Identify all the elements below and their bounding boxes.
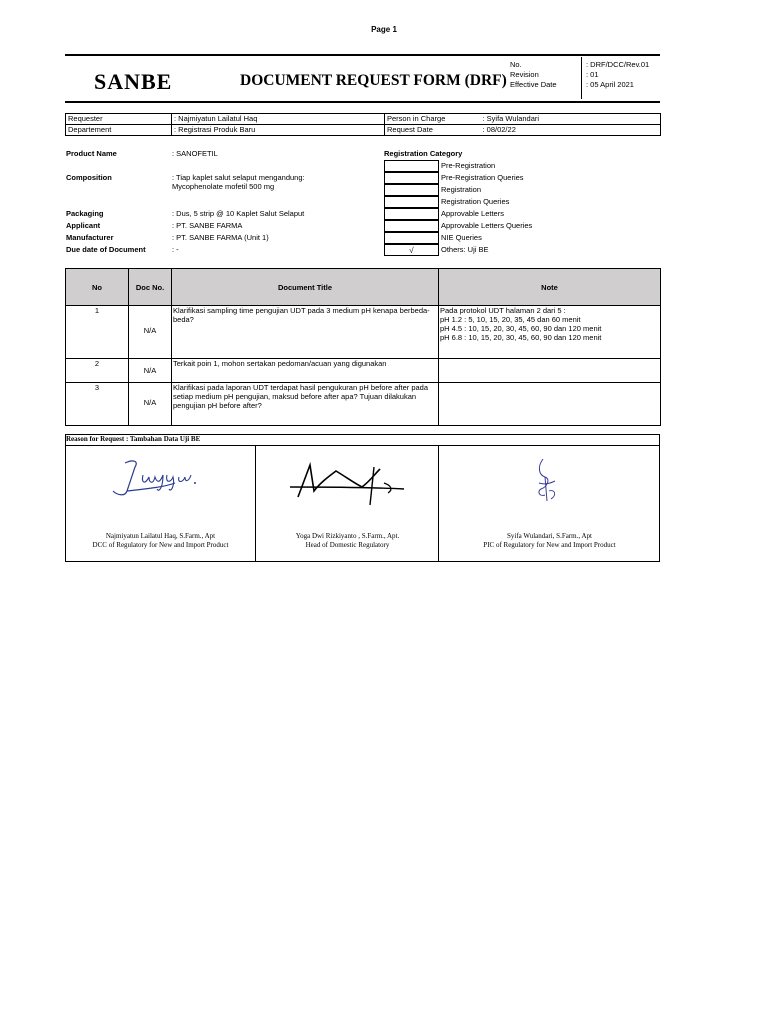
table-row	[66, 383, 661, 426]
signature-image-pic	[525, 455, 565, 507]
signature-cell-requester	[65, 445, 256, 561]
row-note	[439, 306, 661, 359]
product-name-value: : SANOFETIL	[172, 149, 218, 158]
packaging-label: Packaging	[66, 209, 104, 218]
reg-label-registration-queries: Registration Queries	[441, 197, 510, 206]
requester-info-table	[65, 113, 661, 136]
reg-checkbox-pre-registration-queries[interactable]	[384, 172, 439, 184]
header-bottom-rule	[65, 101, 660, 103]
manufacturer-value: : PT. SANBE FARMA (Unit 1)	[172, 233, 269, 242]
meta-no-value: : DRF/DCC/Rev.01	[586, 60, 650, 69]
reg-checkbox-others[interactable]: √	[384, 244, 439, 256]
row-doc-no-cell	[129, 359, 172, 383]
signature-image-head	[284, 457, 414, 507]
product-name-label: Product Name	[66, 149, 117, 158]
applicant-value: : PT. SANBE FARMA	[172, 221, 243, 230]
reg-label-nie-queries: NIE Queries	[441, 233, 482, 242]
signer-name-requester: Najmiyatun Lailatul Haq, S.Farm., Apt	[105, 532, 216, 540]
table-row	[66, 359, 661, 383]
reg-checkbox-approvable-letters-queries[interactable]	[384, 220, 439, 232]
signer-role-head: Head of Domestic Regulatory	[305, 541, 390, 549]
registration-category-title: Registration Category	[384, 149, 463, 158]
row-no: 3	[66, 383, 129, 426]
row-note	[439, 383, 661, 426]
row-doc-no: N/A	[143, 398, 157, 407]
reg-checkbox-pre-registration[interactable]	[384, 160, 439, 172]
meta-effective-label: Effective Date	[510, 80, 557, 89]
meta-effective-value: : 05 April 2021	[586, 80, 634, 89]
packaging-value: : Dus, 5 strip @ 10 Kaplet Salut Selaput	[172, 209, 305, 218]
row-doc-no: N/A	[143, 326, 157, 335]
header-top-rule	[65, 54, 660, 56]
request-date-label: Request Date	[385, 125, 481, 136]
reg-label-approvable-letters: Approvable Letters	[441, 209, 504, 218]
signer-role-requester: DCC of Regulatory for New and Import Product	[92, 541, 229, 549]
requester-value: : Najmiyatun Lailatul Haq	[172, 114, 385, 125]
row-title: Terkait poin 1, mohon sertakan pedoman/acuan yang digunakan	[172, 359, 439, 383]
reg-label-approvable-letters-queries: Approvable Letters Queries	[441, 221, 533, 230]
composition-value-line2: Mycophenolate mofetil 500 mg	[172, 182, 275, 191]
row-title: Klarifikasi pada laporan UDT terdapat hasil pengukuran pH before after pada setiap medium pH pengujian, maksud before after apa? Tujuan dilakukan pengujian pH before after?	[172, 383, 439, 426]
note-line: Pada protokol UDT halaman 2 dari 5 :	[440, 306, 566, 315]
reg-checkbox-registration[interactable]	[384, 184, 439, 196]
reg-label-pre-registration: Pre-Registration	[441, 161, 496, 170]
row-no: 2	[66, 359, 129, 383]
signer-role-pic: PIC of Regulatory for New and Import Product	[483, 541, 616, 549]
pic-value: : Syifa Wulandari	[481, 114, 661, 125]
col-header-note: Note	[439, 269, 661, 306]
note-line: pH 6.8 : 10, 15, 20, 30, 45, 60, 90 dan 120 menit	[440, 333, 602, 342]
requester-label: Requester	[66, 114, 172, 125]
col-header-document-title: Document Title	[172, 269, 439, 306]
reg-checkbox-approvable-letters[interactable]	[384, 208, 439, 220]
note-line: pH 1.2 : 5, 10, 15, 20, 35, 45 dan 60 menit	[440, 315, 581, 324]
meta-revision-label: Revision	[510, 70, 539, 79]
applicant-label: Applicant	[66, 221, 101, 230]
row-doc-no-cell	[129, 306, 172, 359]
reg-label-others: Others: Uji BE	[441, 245, 489, 254]
signature-cell-head	[256, 445, 439, 561]
meta-divider	[581, 57, 582, 99]
signer-name-head: Yoga Dwi Rizkiyanto , S.Farm., Apt.	[295, 532, 400, 540]
company-logo: SANBE	[94, 69, 173, 94]
composition-value-line1: : Tiap kaplet salut selaput mengandung:	[172, 173, 305, 182]
due-date-value: : -	[172, 245, 179, 254]
meta-no-label: No.	[510, 60, 522, 69]
row-no: 1	[66, 306, 129, 359]
row-doc-no: N/A	[143, 366, 157, 375]
reason-for-request: Reason for Request : Tambahan Data Uji BE	[66, 435, 201, 443]
composition-label: Composition	[66, 173, 112, 182]
department-label: Departement	[66, 125, 172, 136]
reg-label-registration: Registration	[441, 185, 482, 194]
signer-name-pic: Syifa Wulandari, S.Farm., Apt	[507, 532, 592, 540]
request-date-value: : 08/02/22	[481, 125, 661, 136]
col-header-no: No	[66, 269, 129, 306]
reg-checkbox-registration-queries[interactable]	[384, 196, 439, 208]
signature-cell-pic	[439, 445, 660, 561]
row-note	[439, 359, 661, 383]
col-header-doc-no: Doc No.	[129, 269, 172, 306]
meta-revision-value: : 01	[586, 70, 599, 79]
row-doc-no-cell	[129, 383, 172, 426]
page-number: Page 1	[371, 25, 397, 34]
reg-checkbox-nie-queries[interactable]	[384, 232, 439, 244]
note-line: pH 4.5 : 10, 15, 20, 30, 45, 60, 90 dan 120 menit	[440, 324, 602, 333]
table-row	[66, 306, 661, 359]
reg-label-pre-registration-queries: Pre-Registration Queries	[441, 173, 524, 182]
documents-table	[65, 268, 661, 426]
department-value: : Registrasi Produk Baru	[172, 125, 385, 136]
due-date-label: Due date of Document	[66, 245, 146, 254]
form-title: DOCUMENT REQUEST FORM (DRF)	[240, 72, 507, 89]
signature-image-requester	[105, 453, 215, 503]
pic-label: Person in Charge	[385, 114, 481, 125]
manufacturer-label: Manufacturer	[66, 233, 114, 242]
row-title: Klarifikasi sampling time pengujian UDT pada 3 medium pH kenapa berbeda-beda?	[172, 306, 439, 359]
